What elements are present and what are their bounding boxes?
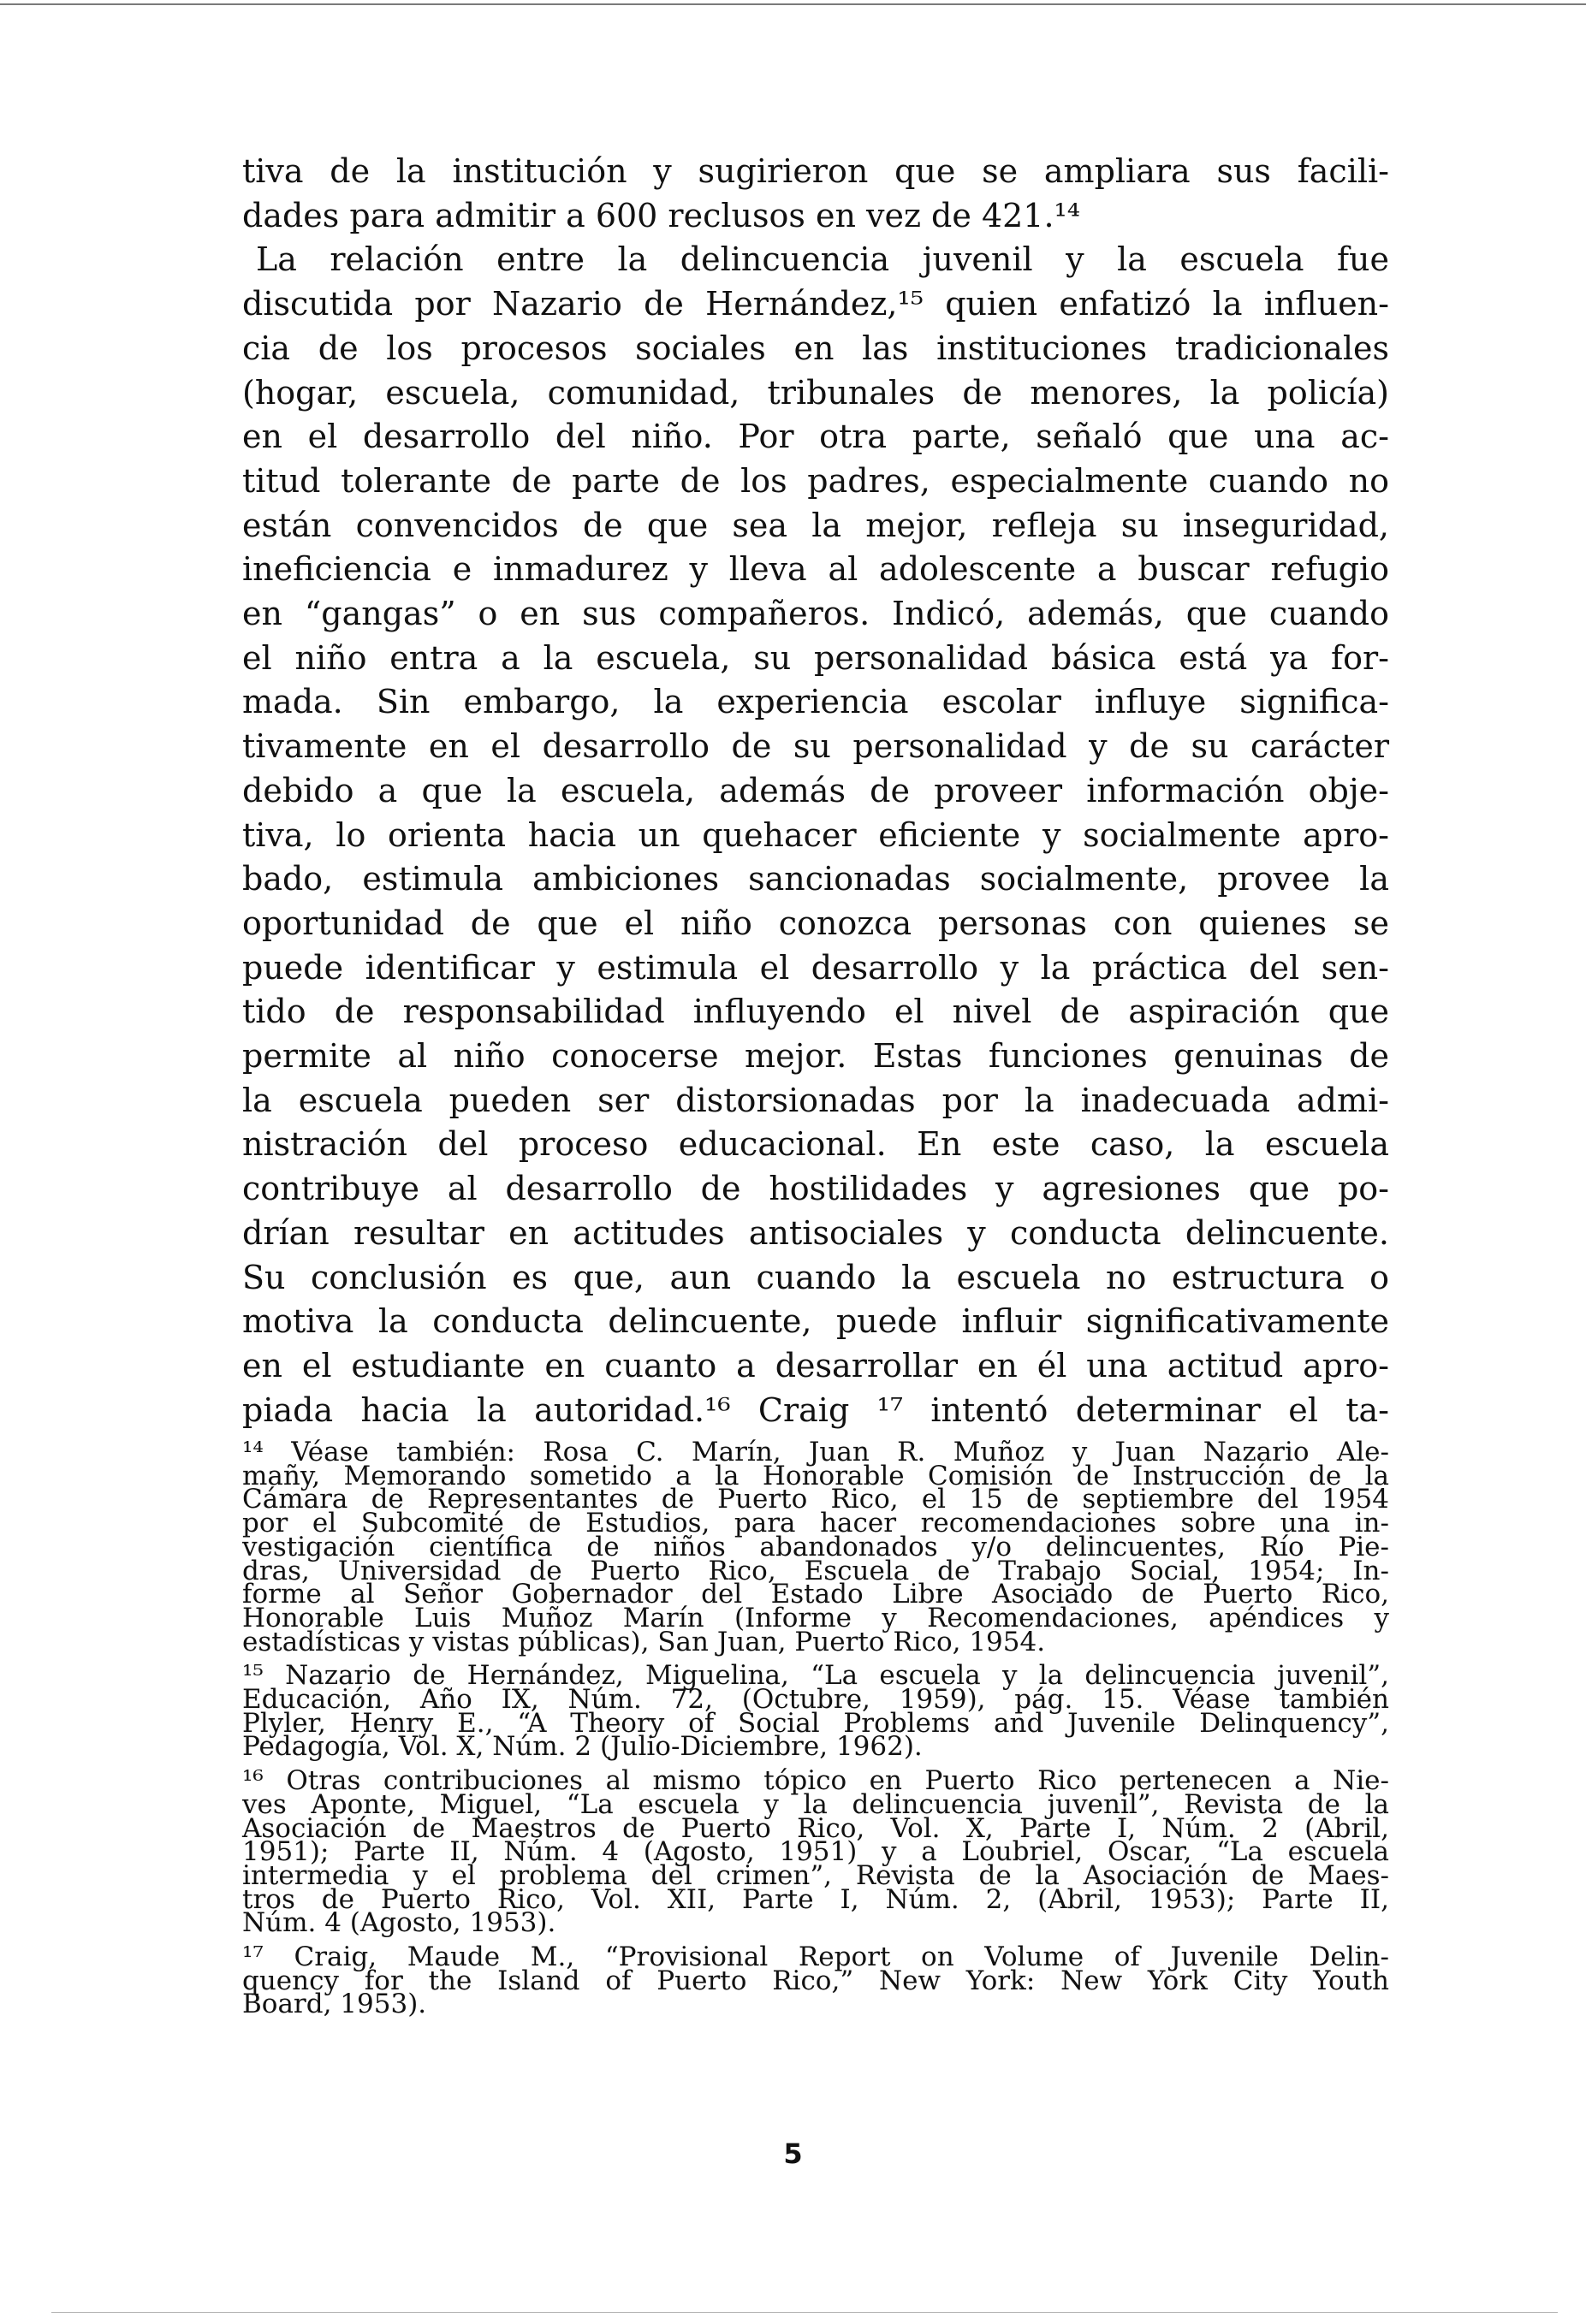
footnote-line: dras, Universidad de Puerto Rico, Escuela de Trabajo Social, 1954; In- — [242, 1555, 1389, 1586]
footnote-line: quency for the Island of Puerto Rico,” New York: New York City Youth — [242, 1965, 1389, 1996]
footnote — [242, 1437, 1389, 1657]
footnote-line: Plyler, Henry E., “A Theory of Social Problems and Juvenile Delinquency”, — [242, 1707, 1389, 1739]
footnote-line: ¹⁵ Nazario de Hernández, Miguelina, “La escuela y la delincuencia juvenil”, — [242, 1660, 1389, 1692]
body-line: están convencidos de que sea la mejor, refleja su inseguridad, — [242, 506, 1389, 544]
body-line: el niño entra a la escuela, su personalidad básica está ya for- — [242, 638, 1389, 677]
footnote-line: Pedagogía, Vol. X, Núm. 2 (Julio-Diciembre, 1962). — [242, 1731, 923, 1763]
body-line: dades para admitir a 600 reclusos en vez de 421.¹⁴ — [242, 196, 1081, 234]
body-line: titud tolerante de parte de los padres, especialmente cuando no — [242, 461, 1389, 500]
footnote-line: Honorable Luis Muñoz Marín (Informe y Recomendaciones, apéndices y — [242, 1602, 1389, 1633]
footnote — [242, 1660, 1389, 1763]
footnote-line: mañy, Memorando sometido a la Honorable Comisión de Instrucción de la — [242, 1460, 1389, 1491]
body-line: la escuela pueden ser distorsionadas por la inadecuada admi- — [242, 1081, 1389, 1119]
body-line: tivamente en el desarrollo de su personalidad y de su carácter — [242, 727, 1389, 766]
body-line: piada hacia la autoridad.¹⁶ Craig ¹⁷ intentó determinar el ta- — [242, 1390, 1389, 1429]
body-line: (hogar, escuela, comunidad, tribunales de menores, la policía) — [242, 373, 1389, 412]
page-number: 5 — [783, 2137, 803, 2170]
body-line: motiva la conducta delincuente, puede influir significativamente — [242, 1302, 1389, 1341]
footnote-line: ¹⁶ Otras contribuciones al mismo tópico en Puerto Rico pertenecen a Nie- — [242, 1765, 1389, 1797]
body-line: permite al niño conocerse mejor. Estas funciones genuinas de — [242, 1037, 1389, 1076]
footnote-line: Board, 1953). — [242, 1989, 427, 2020]
footnote-line: ¹⁷ Craig, Maude M., “Provisional Report on Volume of Juvenile Delin- — [242, 1942, 1389, 1973]
body-line: cia de los procesos sociales en las instituciones tradicionales — [242, 329, 1389, 367]
body-line: en el estudiante en cuanto a desarrollar en él una actitud apro- — [242, 1346, 1389, 1384]
body-line: puede identificar y estimula el desarrollo y la práctica del sen- — [242, 948, 1389, 987]
footnotes — [242, 1437, 1389, 2027]
footnote-line: estadísticas y vistas públicas), San Juan, Puerto Rico, 1954. — [242, 1626, 1046, 1657]
body-line: tido de responsabilidad influyendo el nivel de aspiración que — [242, 993, 1389, 1031]
body-line: oportunidad de que el niño conozca personas con quienes se — [242, 904, 1389, 942]
body-line: nistración del proceso educacional. En este caso, la escuela — [242, 1125, 1389, 1164]
scan-top-edge-rule — [0, 3, 1586, 5]
body-line: ineficiencia e inmadurez y lleva al adolescente a buscar refugio — [242, 550, 1389, 589]
body-line: tiva, lo orienta hacia un quehacer eficiente y socialmente apro- — [242, 815, 1389, 854]
footnote-line: Educación, Año IX, Núm. 72, (Octubre, 1959), pág. 15. Véase también — [242, 1684, 1389, 1716]
footnote-line: Cámara de Representantes de Puerto Rico, el 15 de septiembre del 1954 — [242, 1484, 1389, 1515]
footnote — [242, 1765, 1389, 1939]
footnote-line: ves Aponte, Miguel, “La escuela y la delincuencia juvenil”, Revista de la — [242, 1788, 1389, 1820]
body-line: tiva de la institución y sugirieron que se ampliara sus facili- — [242, 152, 1389, 190]
footnote-line: intermedia y el problema del crimen”, Revista de la Asociación de Maes- — [242, 1859, 1389, 1891]
body-line: bado, estimula ambiciones sancionadas socialmente, provee la — [242, 860, 1389, 898]
footnote-line: tros de Puerto Rico, Vol. XII, Parte I, Núm. 2, (Abril, 1953); Parte II, — [242, 1883, 1389, 1915]
body-line: en el desarrollo del niño. Por otra parte, señaló que una ac- — [242, 418, 1389, 456]
body-text — [242, 150, 1389, 1432]
body-line: discutida por Nazario de Hernández,¹⁵ quien enfatizó la influen- — [242, 285, 1389, 323]
footnote — [242, 1942, 1389, 2020]
body-line: drían resultar en actitudes antisociales y conducta delincuente. — [242, 1213, 1389, 1252]
footnote-line: vestigación científica de niños abandonados y/o delincuentes, Río Pie- — [242, 1531, 1389, 1562]
body-line: Su conclusión es que, aun cuando la escuela no estructura o — [242, 1258, 1389, 1296]
body-line: en “gangas” o en sus compañeros. Indicó, además, que cuando — [242, 595, 1389, 633]
footnote-line: Núm. 4 (Agosto, 1953). — [242, 1907, 556, 1939]
body-line: contribuye al desarrollo de hostilidades y agresiones que po- — [242, 1170, 1389, 1208]
footnote-line: por el Subcomité de Estudios, para hacer recomendaciones sobre una in- — [242, 1508, 1389, 1539]
footnote-line: 1951); Parte II, Núm. 4 (Agosto, 1951) y a Loubriel, Oscar, “La escuela — [242, 1836, 1389, 1868]
body-line: debido a que la escuela, además de proveer información obje- — [242, 771, 1389, 809]
body-line: La relación entre la delincuencia juvenil y la escuela fue — [256, 240, 1389, 279]
scan-bottom-edge-rule — [51, 2312, 1558, 2313]
body-line: mada. Sin embargo, la experiencia escolar influye significa- — [242, 683, 1389, 721]
footnote-line: forme al Señor Gobernador del Estado Libre Asociado de Puerto Rico, — [242, 1579, 1389, 1610]
footnote-line: Asociación de Maestros de Puerto Rico, Vol. X, Parte I, Núm. 2 (Abril, — [242, 1812, 1389, 1844]
footnote-line: ¹⁴ Véase también: Rosa C. Marín, Juan R. Muñoz y Juan Nazario Ale- — [242, 1437, 1389, 1467]
